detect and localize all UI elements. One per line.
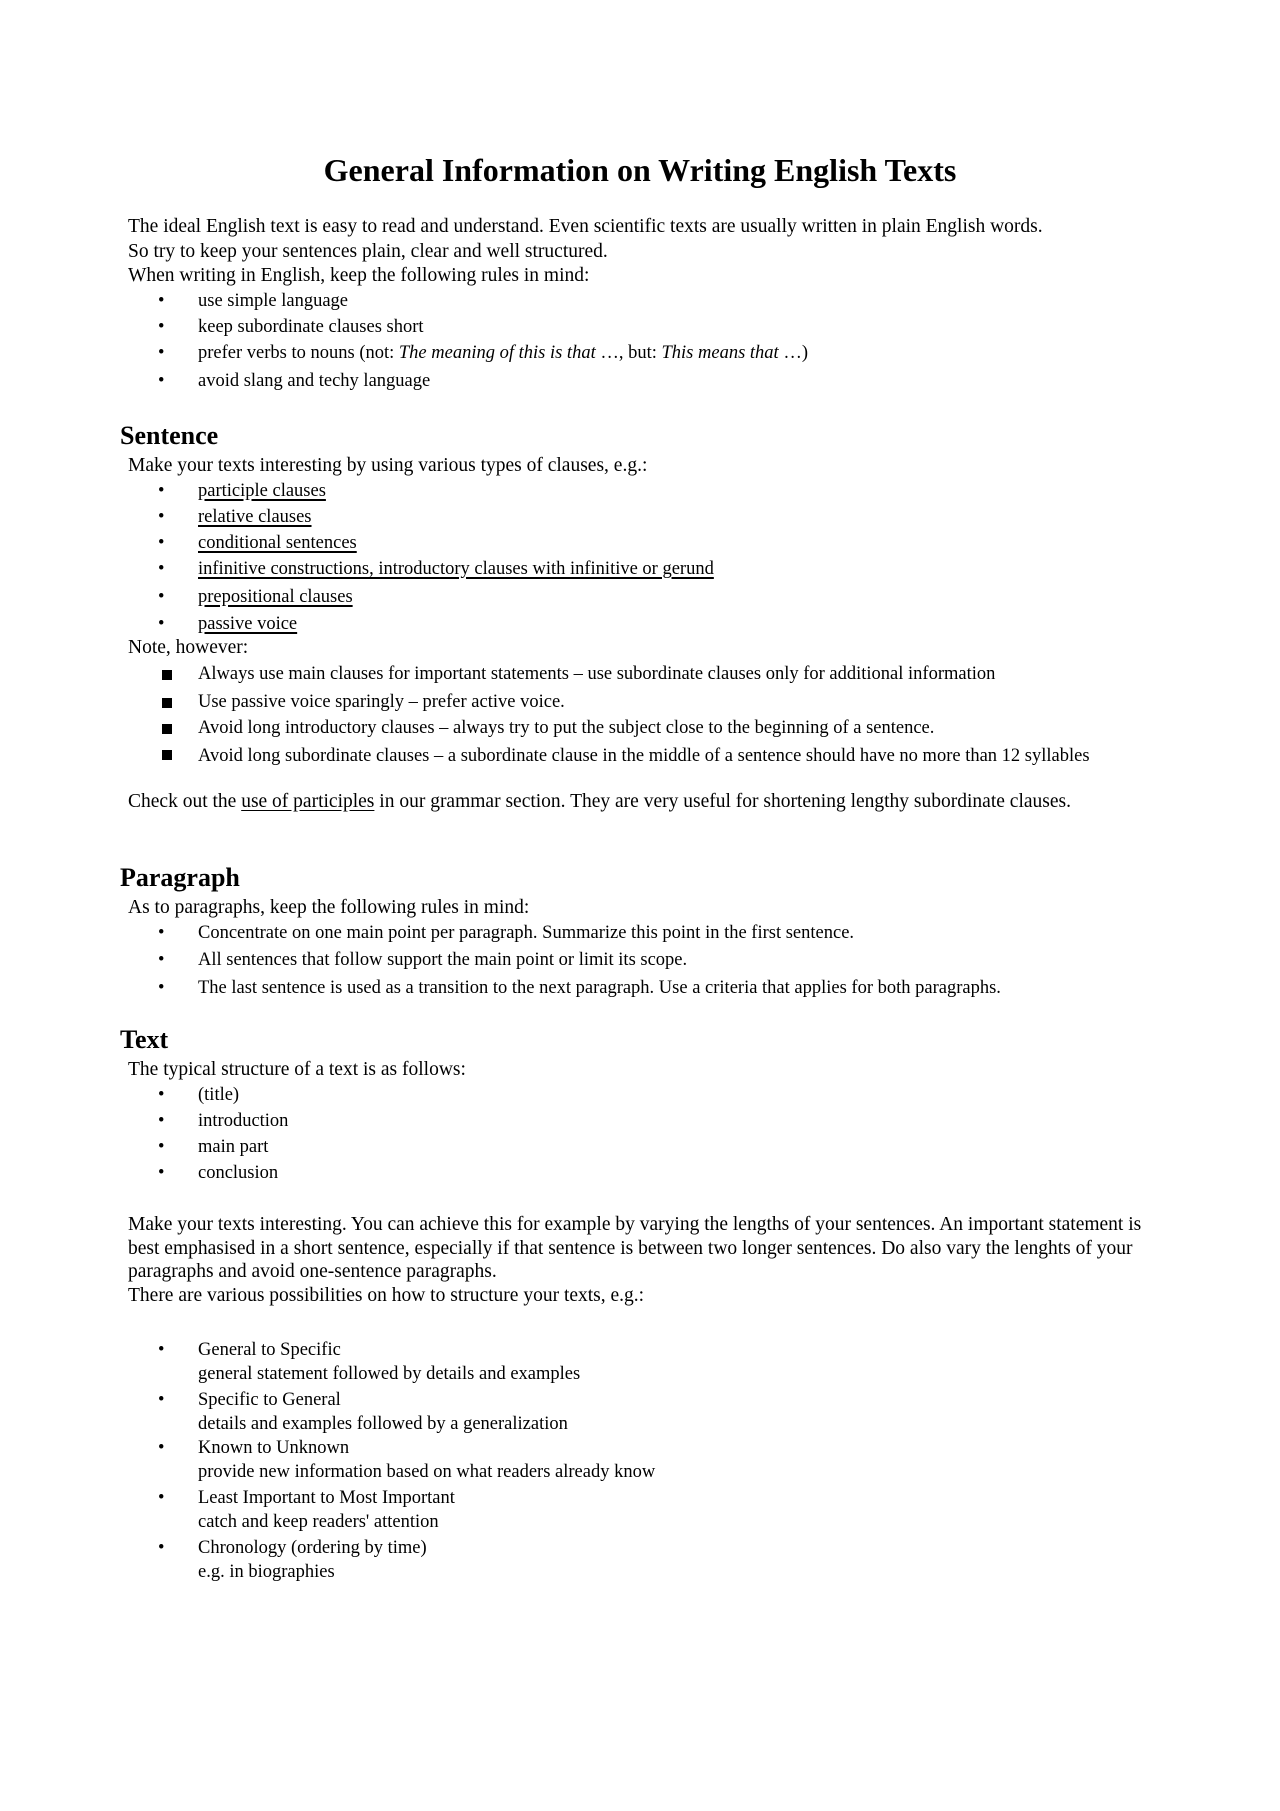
- bullet-icon: •: [158, 507, 165, 527]
- bullet-icon: •: [158, 1085, 165, 1105]
- list-item: [0, 614, 1118, 635]
- text-lead: The typical structure of a text is as follows:: [128, 1059, 466, 1080]
- bullet-icon: •: [158, 614, 165, 634]
- square-bullet-icon: [162, 698, 172, 708]
- list-item: • main part: [158, 1137, 269, 1157]
- bullet-icon: •: [158, 1137, 165, 1157]
- square-bullet-icon: [162, 750, 172, 760]
- list-item: • All sentences that follow support the main point or limit its scope.: [158, 950, 688, 970]
- list-item: • Specific to General details and examples followed by a generalization: [158, 1390, 568, 1434]
- intro-line-2: So try to keep your sentences plain, clear and well structured.: [128, 241, 608, 262]
- list-item: • Concentrate on one main point per paragraph. Summarize this point in the first sentence.: [158, 923, 855, 943]
- list-item: • (title): [158, 1085, 240, 1105]
- list-item: [0, 559, 1118, 580]
- list-item: [0, 533, 1118, 554]
- section-heading-sentence: Sentence: [120, 421, 219, 450]
- list-item: Always use main clauses for important statements – use subordinate clauses only for additional information: [0, 664, 1118, 685]
- list-item: Avoid long subordinate clauses – a subordinate clause in the middle of a sentence should have no more than 12 syllables: [0, 744, 1118, 768]
- section-heading-paragraph: Paragraph: [120, 863, 240, 892]
- clause-link[interactable]: infinitive constructions, introductory clauses with infinitive or gerund: [198, 559, 714, 579]
- list-item: • Known to Unknown provide new information based on what readers already know: [158, 1438, 656, 1482]
- bullet-icon: •: [158, 950, 165, 970]
- bullet-icon: •: [158, 1111, 165, 1131]
- list-item: [0, 481, 1118, 502]
- clause-link[interactable]: passive voice: [198, 614, 298, 634]
- list-item: • introduction: [158, 1111, 289, 1131]
- bullet-icon: •: [158, 371, 165, 391]
- square-bullet-icon: [162, 724, 172, 734]
- clause-link[interactable]: participle clauses: [198, 481, 326, 501]
- list-item: [0, 507, 1118, 528]
- list-item: • General to Specific general statement followed by details and examples: [158, 1340, 581, 1384]
- use-of-participles-link[interactable]: use of participles: [241, 791, 375, 812]
- clause-link[interactable]: relative clauses: [198, 507, 312, 527]
- list-item: • keep subordinate clauses short: [158, 317, 424, 337]
- list-item: • use simple language: [158, 291, 349, 311]
- square-bullet-icon: [162, 670, 172, 680]
- list-item: • The last sentence is used as a transition to the next paragraph. Use a criteria that applies for both paragraphs.: [158, 978, 1001, 998]
- bullet-icon: •: [158, 1163, 165, 1183]
- list-item: Use passive voice sparingly – prefer active voice.: [0, 692, 1118, 713]
- text-body-paragraph: Make your texts interesting. You can achieve this for example by varying the lengths of your sentences. An important statement is best emphasised in a short sentence, especially if that sentence is between two longer sentences. Do also vary the lenghts of your paragraphs and avoid one-sentence paragraphs.: [128, 1214, 1142, 1282]
- bullet-icon: •: [158, 1538, 165, 1558]
- bullet-icon: •: [158, 587, 165, 607]
- bullet-icon: •: [158, 1390, 165, 1410]
- bullet-icon: •: [158, 317, 165, 337]
- participles-paragraph: Check out the use of participles in our grammar section. They are very useful for shortening lengthy subordinate clauses.: [128, 791, 1071, 812]
- intro-line-1: The ideal English text is easy to read and understand. Even scientific texts are usually written in plain English words.: [128, 216, 1043, 237]
- clause-link[interactable]: conditional sentences: [198, 533, 357, 553]
- page-title: General Information on Writing English Texts: [323, 152, 957, 188]
- list-item: Avoid long introductory clauses – always try to put the subject close to the beginning of a sentence.: [0, 718, 1118, 739]
- list-item: • prefer verbs to nouns (not: The meaning of this is that …, but: This means that …): [158, 343, 808, 363]
- bullet-icon: •: [158, 978, 165, 998]
- paragraph-lead: As to paragraphs, keep the following rules in mind:: [128, 897, 530, 918]
- bullet-icon: •: [158, 481, 165, 501]
- bullet-icon: •: [158, 1340, 165, 1360]
- possibilities-lead: There are various possibilities on how to structure your texts, e.g.:: [128, 1285, 645, 1306]
- bullet-icon: •: [158, 1488, 165, 1508]
- list-item: • avoid slang and techy language: [158, 371, 431, 391]
- intro-line-3: When writing in English, keep the following rules in mind:: [128, 265, 590, 286]
- sentence-lead: Make your texts interesting by using various types of clauses, e.g.:: [128, 455, 648, 476]
- bullet-icon: •: [158, 291, 165, 311]
- bullet-icon: •: [158, 559, 165, 579]
- list-item: [0, 587, 1118, 608]
- clause-link[interactable]: prepositional clauses: [198, 587, 353, 607]
- list-item: • Chronology (ordering by time) e.g. in biographies: [158, 1538, 427, 1582]
- note-label: Note, however:: [128, 637, 249, 658]
- list-item: • conclusion: [158, 1163, 279, 1183]
- section-heading-text: Text: [120, 1025, 169, 1054]
- bullet-icon: •: [158, 1438, 165, 1458]
- bullet-icon: •: [158, 533, 165, 553]
- bullet-icon: •: [158, 923, 165, 943]
- list-item: • Least Important to Most Important catch and keep readers' attention: [158, 1488, 455, 1532]
- bullet-icon: •: [158, 343, 165, 363]
